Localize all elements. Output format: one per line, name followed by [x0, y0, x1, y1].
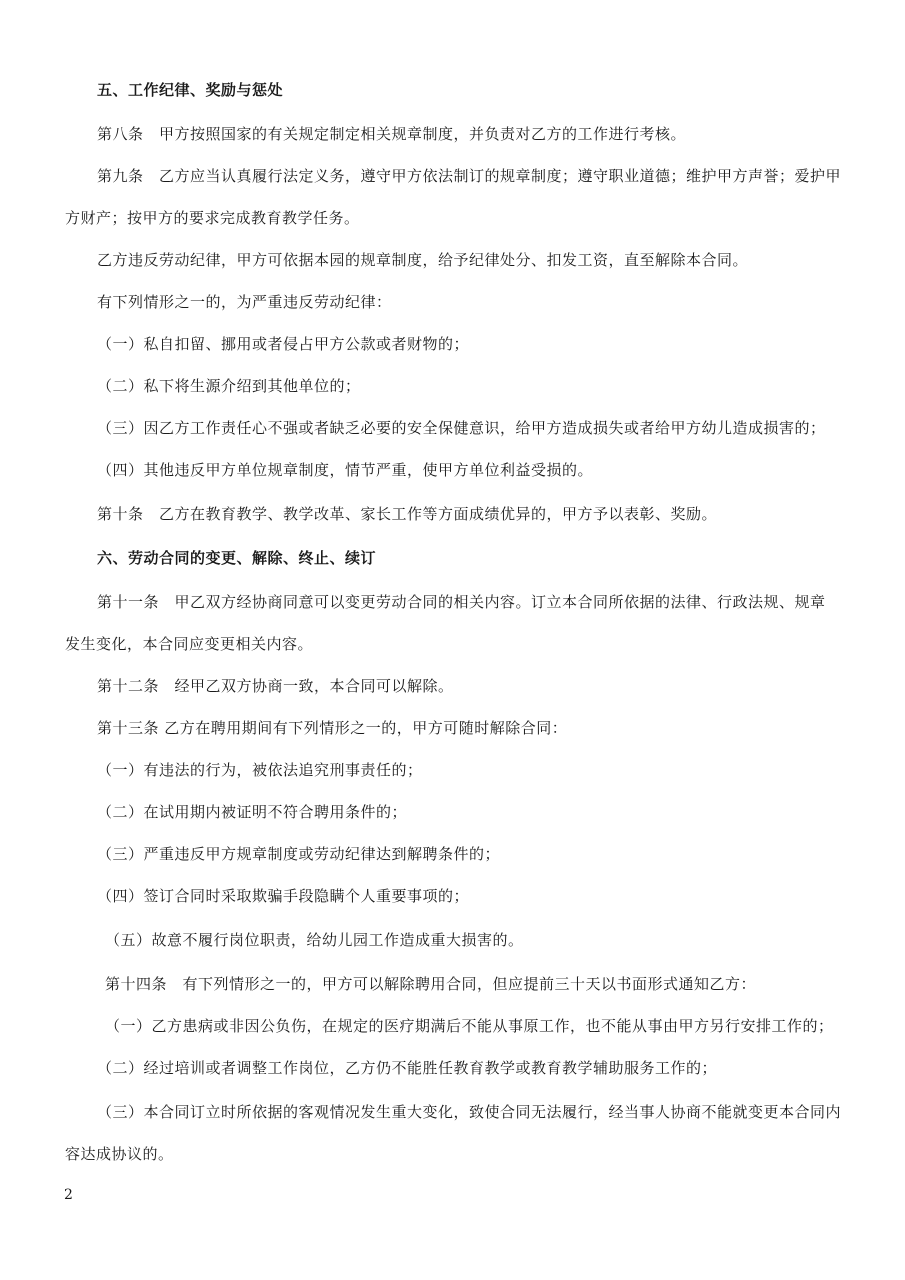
list-item-termination-2: （二）在试用期内被证明不符合聘用条件的； — [97, 803, 408, 821]
paragraph-article-11-line-1: 第十一条 甲乙双方经协商同意可以变更劳动合同的相关内容。订立本合同所依据的法律、行政法规、规章 — [97, 593, 826, 611]
list-item-violation-3: （三）因乙方工作责任心不强或者缺乏必要的安全保健意识，给甲方造成损失或者给甲方幼儿造成损害的； — [97, 419, 826, 437]
paragraph-discipline-violation: 乙方违反劳动纪律，甲方可依据本园的规章制度，给予纪律处分、扣发工资，直至解除本合同。 — [97, 251, 749, 269]
paragraph-article-12: 第十二条 经甲乙双方协商一致，本合同可以解除。 — [97, 677, 454, 695]
section-heading-6: 六、劳动合同的变更、解除、终止、续订 — [97, 549, 377, 567]
paragraph-article-11-line-2: 发生变化，本合同应变更相关内容。 — [65, 635, 314, 653]
paragraph-serious-violation-intro: 有下列情形之一的，为严重违反劳动纪律： — [97, 293, 392, 311]
paragraph-article-13: 第十三条 乙方在聘用期间有下列情形之一的，甲方可随时解除合同： — [97, 719, 568, 737]
list-item-termination-3: （三）严重违反甲方规章制度或劳动纪律达到解聘条件的； — [97, 845, 501, 863]
list-item-notice-termination-3-line-1: （三）本合同订立时所依据的客观情况发生重大变化，致使合同无法履行，经当事人协商不能就变更本合同内 — [97, 1103, 842, 1121]
list-item-notice-termination-2: （二）经过培训或者调整工作岗位，乙方仍不能胜任教育教学或教育教学辅助服务工作的； — [97, 1059, 718, 1077]
paragraph-article-10: 第十条 乙方在教育教学、教学改革、家长工作等方面成绩优异的，甲方予以表彰、奖励。 — [97, 505, 718, 523]
list-item-termination-4: （四）签订合同时采取欺骗手段隐瞒个人重要事项的； — [97, 887, 470, 905]
list-item-notice-termination-3-line-2: 容达成协议的。 — [65, 1145, 174, 1163]
paragraph-article-8: 第八条 甲方按照国家的有关规定制定相关规章制度，并负责对乙方的工作进行考核。 — [97, 125, 687, 143]
list-item-notice-termination-1: （一）乙方患病或非因公负伤，在规定的医疗期满后不能从事原工作，也不能从事由甲方另行安排工作的； — [105, 1017, 834, 1035]
page-number: 2 — [64, 1187, 73, 1203]
paragraph-article-14: 第十四条 有下列情形之一的，甲方可以解除聘用合同，但应提前三十天以书面形式通知乙方： — [105, 975, 757, 993]
list-item-termination-1: （一）有违法的行为，被依法追究刑事责任的； — [97, 761, 423, 779]
list-item-termination-5: （五）故意不履行岗位职责，给幼儿园工作造成重大损害的。 — [105, 931, 524, 949]
section-heading-5: 五、工作纪律、奖励与惩处 — [97, 81, 284, 99]
list-item-violation-4: （四）其他违反甲方单位规章制度，情节严重，使甲方单位利益受损的。 — [97, 461, 594, 479]
list-item-violation-2: （二）私下将生源介绍到其他单位的； — [97, 377, 361, 395]
paragraph-article-9-line-2: 方财产；按甲方的要求完成教育教学任务。 — [65, 209, 360, 227]
paragraph-article-9-line-1: 第九条 乙方应当认真履行法定义务，遵守甲方依法制订的规章制度；遵守职业道德；维护甲方声誉；爱护甲 — [97, 167, 842, 185]
list-item-violation-1: （一）私自扣留、挪用或者侵占甲方公款或者财物的； — [97, 335, 470, 353]
